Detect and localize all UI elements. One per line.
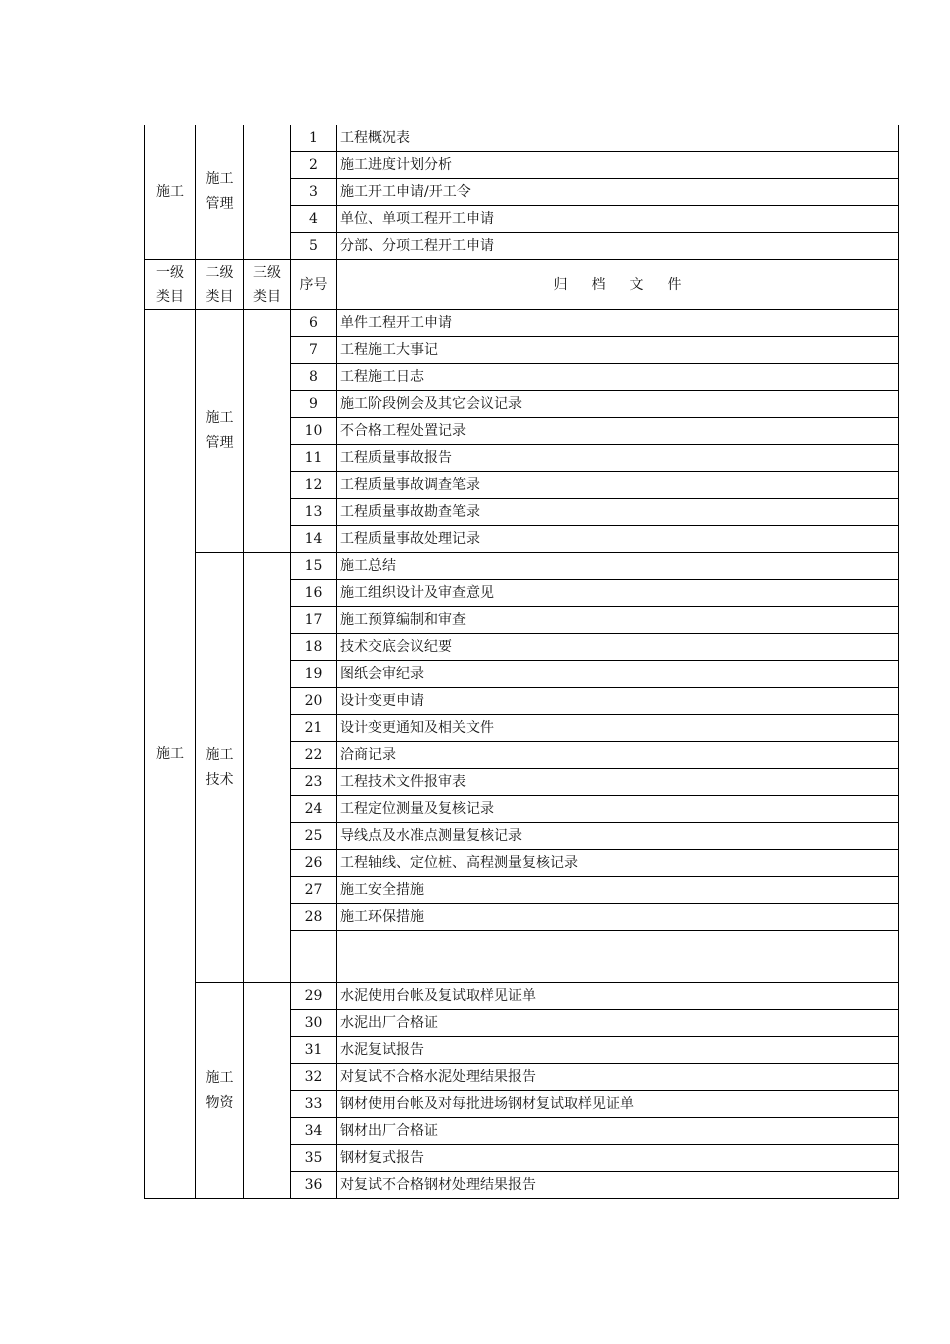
seq-number-text: 25 xyxy=(304,828,323,844)
seq-number-text: 4 xyxy=(309,211,318,227)
level2-category-text: 管理 xyxy=(205,435,234,451)
seq-number-text: 17 xyxy=(304,612,323,628)
seq-number xyxy=(291,1010,337,1037)
archive-file xyxy=(337,1172,899,1199)
seq-number-text: 34 xyxy=(304,1123,323,1139)
header-level3-text: 类目 xyxy=(253,288,281,305)
seq-number xyxy=(291,796,337,823)
seq-number-text: 27 xyxy=(304,882,323,898)
archive-file-text: 不合格工程处置记录 xyxy=(340,423,466,439)
seq-number xyxy=(291,1091,337,1118)
level2-category xyxy=(196,553,244,983)
header-file-text: 归档文件 xyxy=(553,276,706,293)
seq-number xyxy=(291,472,337,499)
archive-file-text: 工程轴线、定位桩、高程测量复核记录 xyxy=(340,855,578,871)
archive-file-text: 施工安全措施 xyxy=(340,882,424,898)
seq-number xyxy=(291,877,337,904)
archive-file xyxy=(337,445,899,472)
archive-file-text: 施工组织设计及审查意见 xyxy=(340,585,494,601)
archive-file-text: 对复试不合格钢材处理结果报告 xyxy=(340,1177,536,1193)
seq-number-text: 23 xyxy=(304,774,323,790)
archive-file-text: 工程质量事故勘查笔录 xyxy=(340,504,480,520)
seq-number-text: 32 xyxy=(304,1069,323,1085)
seq-number-text: 26 xyxy=(304,855,323,871)
archive-file-text: 工程施工日志 xyxy=(340,369,424,385)
archive-file xyxy=(337,526,899,553)
header-level2 xyxy=(196,260,244,310)
seq-number xyxy=(291,1064,337,1091)
archive-file xyxy=(337,179,899,206)
archive-file-text: 施工总结 xyxy=(340,558,396,574)
archive-file-text: 水泥使用台帐及复试取样见证单 xyxy=(340,988,536,1004)
table-row xyxy=(145,125,899,152)
archive-file-text: 单位、单项工程开工申请 xyxy=(340,211,494,227)
level2-category-text: 施工 xyxy=(205,1069,234,1086)
seq-number xyxy=(291,931,337,983)
seq-number xyxy=(291,310,337,337)
level2-category xyxy=(196,125,244,260)
archive-file xyxy=(337,337,899,364)
archive-file xyxy=(337,796,899,823)
seq-number xyxy=(291,391,337,418)
seq-number xyxy=(291,1145,337,1172)
level3-category xyxy=(244,553,291,983)
archive-file xyxy=(337,715,899,742)
seq-number-text: 21 xyxy=(304,720,323,736)
archive-file-text: 工程技术文件报审表 xyxy=(340,774,466,790)
seq-number-text: 8 xyxy=(309,369,318,385)
seq-number-text: 12 xyxy=(304,477,323,493)
seq-number-text: 3 xyxy=(309,184,318,200)
seq-number xyxy=(291,715,337,742)
table-row xyxy=(145,983,899,1010)
header-level2-text: 类目 xyxy=(205,288,234,305)
level2-category-text: 施工 xyxy=(205,746,234,763)
seq-number xyxy=(291,233,337,260)
archive-file xyxy=(337,688,899,715)
archive-file xyxy=(337,769,899,796)
archive-file xyxy=(337,1037,899,1064)
table-row xyxy=(145,553,899,580)
seq-number xyxy=(291,418,337,445)
level1-category-text: 施工 xyxy=(156,183,184,200)
archive-file xyxy=(337,499,899,526)
archive-file xyxy=(337,661,899,688)
header-level1-text: 一级 xyxy=(156,264,184,281)
seq-number-text: 13 xyxy=(304,504,323,520)
level3-category xyxy=(244,310,291,553)
archive-file xyxy=(337,472,899,499)
header-seq xyxy=(291,260,337,310)
header-row xyxy=(145,260,899,310)
seq-number-text: 14 xyxy=(304,531,323,547)
archive-file xyxy=(337,364,899,391)
archive-file xyxy=(337,931,899,983)
seq-number-text: 11 xyxy=(304,450,323,466)
seq-number-text: 10 xyxy=(304,423,323,439)
seq-number xyxy=(291,152,337,179)
table-row xyxy=(145,310,899,337)
archive-file-text: 对复试不合格水泥处理结果报告 xyxy=(340,1069,536,1085)
seq-number xyxy=(291,607,337,634)
archive-file-text: 钢材出厂合格证 xyxy=(340,1123,438,1139)
archive-file-text: 单件工程开工申请 xyxy=(340,315,452,331)
archive-file-text: 工程概况表 xyxy=(340,130,410,146)
archive-file xyxy=(337,391,899,418)
seq-number-text: 20 xyxy=(304,693,323,709)
archive-file xyxy=(337,877,899,904)
archive-file-text: 施工进度计划分析 xyxy=(340,157,452,173)
archive-file-text: 设计变更申请 xyxy=(340,693,424,709)
level2-category-text: 施工 xyxy=(205,410,234,426)
seq-number xyxy=(291,206,337,233)
seq-number-text: 5 xyxy=(309,238,318,254)
archive-file-text: 导线点及水准点测量复核记录 xyxy=(340,828,522,844)
archive-file-text: 洽商记录 xyxy=(340,747,396,763)
level2-category xyxy=(196,983,244,1199)
level2-category-text: 管理 xyxy=(205,196,234,212)
seq-number xyxy=(291,337,337,364)
level3-category xyxy=(244,983,291,1199)
table-body xyxy=(145,125,899,1199)
header-level1 xyxy=(145,260,196,310)
archive-file xyxy=(337,1118,899,1145)
archive-file-text: 工程质量事故处理记录 xyxy=(340,531,480,547)
seq-number xyxy=(291,1118,337,1145)
seq-number-text: 16 xyxy=(304,585,323,601)
header-file xyxy=(337,260,899,310)
level1-category xyxy=(145,310,196,1199)
archive-file-text: 施工预算编制和审查 xyxy=(340,612,466,628)
header-level1-text: 类目 xyxy=(156,288,184,305)
seq-number xyxy=(291,364,337,391)
seq-number-text: 35 xyxy=(304,1150,323,1166)
seq-number xyxy=(291,983,337,1010)
header-seq-text: 序号 xyxy=(299,276,328,293)
seq-number-text: 29 xyxy=(304,988,323,1004)
archive-file-text: 水泥出厂合格证 xyxy=(340,1015,438,1031)
archive-file-text: 施工阶段例会及其它会议记录 xyxy=(340,396,522,412)
level2-category xyxy=(196,310,244,553)
archive-file xyxy=(337,1145,899,1172)
archive-file xyxy=(337,418,899,445)
header-level3-text: 三级 xyxy=(253,264,281,281)
archive-file-text: 施工环保措施 xyxy=(340,909,424,925)
header-level2-text: 二级 xyxy=(205,264,234,281)
archive-file-text: 工程质量事故报告 xyxy=(340,450,452,466)
level2-category-text: 施工 xyxy=(205,171,234,187)
seq-number xyxy=(291,1172,337,1199)
seq-number-text: 6 xyxy=(309,315,318,331)
seq-number-text: 19 xyxy=(304,666,323,682)
seq-number xyxy=(291,688,337,715)
archive-file-text: 技术交底会议纪要 xyxy=(340,639,452,655)
archive-file xyxy=(337,823,899,850)
archive-file xyxy=(337,206,899,233)
archive-file xyxy=(337,233,899,260)
level2-category-text: 物资 xyxy=(205,1094,234,1111)
archive-file-text: 工程施工大事记 xyxy=(340,342,438,358)
seq-number xyxy=(291,445,337,472)
seq-number-text: 22 xyxy=(304,747,323,763)
seq-number xyxy=(291,661,337,688)
seq-number-text: 7 xyxy=(309,342,318,358)
seq-number-text: 30 xyxy=(304,1015,323,1031)
archive-file-text: 分部、分项工程开工申请 xyxy=(340,238,494,254)
seq-number xyxy=(291,499,337,526)
seq-number-text: 2 xyxy=(309,157,318,173)
seq-number-text: 24 xyxy=(304,801,323,817)
archive-file xyxy=(337,983,899,1010)
seq-number xyxy=(291,526,337,553)
archive-file-text: 钢材使用台帐及对每批进场钢材复试取样见证单 xyxy=(340,1096,634,1112)
seq-number xyxy=(291,769,337,796)
archive-file xyxy=(337,580,899,607)
archive-catalog-table xyxy=(144,125,899,1199)
archive-file-text: 图纸会审纪录 xyxy=(340,666,424,682)
level1-category-text: 施工 xyxy=(156,745,184,762)
archive-file-text: 设计变更通知及相关文件 xyxy=(340,720,494,736)
seq-number xyxy=(291,823,337,850)
archive-file xyxy=(337,634,899,661)
archive-file-text: 工程定位测量及复核记录 xyxy=(340,801,494,817)
seq-number-text: 9 xyxy=(309,396,318,412)
seq-number xyxy=(291,904,337,931)
seq-number-text: 33 xyxy=(304,1096,323,1112)
seq-number-text: 31 xyxy=(304,1042,323,1058)
seq-number-text: 18 xyxy=(304,639,323,655)
archive-file-text: 钢材复式报告 xyxy=(340,1150,424,1166)
archive-file-text: 水泥复试报告 xyxy=(340,1042,424,1058)
archive-file xyxy=(337,607,899,634)
level1-category xyxy=(145,125,196,260)
archive-file-text: 施工开工申请/开工令 xyxy=(340,184,471,200)
seq-number-text: 1 xyxy=(309,130,318,146)
seq-number xyxy=(291,742,337,769)
archive-file xyxy=(337,553,899,580)
archive-file xyxy=(337,904,899,931)
archive-file xyxy=(337,742,899,769)
archive-file-text: 工程质量事故调查笔录 xyxy=(340,477,480,493)
seq-number xyxy=(291,850,337,877)
header-level3 xyxy=(244,260,291,310)
level2-category-text: 技术 xyxy=(205,771,234,788)
seq-number xyxy=(291,553,337,580)
archive-file xyxy=(337,850,899,877)
seq-number-text: 36 xyxy=(304,1177,323,1193)
seq-number-text: 28 xyxy=(304,909,323,925)
seq-number xyxy=(291,580,337,607)
archive-file xyxy=(337,152,899,179)
seq-number xyxy=(291,125,337,152)
seq-number xyxy=(291,634,337,661)
archive-file xyxy=(337,125,899,152)
archive-file xyxy=(337,1091,899,1118)
archive-file xyxy=(337,1064,899,1091)
archive-file xyxy=(337,1010,899,1037)
archive-file xyxy=(337,310,899,337)
seq-number-text: 15 xyxy=(304,558,323,574)
level3-category xyxy=(244,125,291,260)
seq-number xyxy=(291,179,337,206)
seq-number xyxy=(291,1037,337,1064)
